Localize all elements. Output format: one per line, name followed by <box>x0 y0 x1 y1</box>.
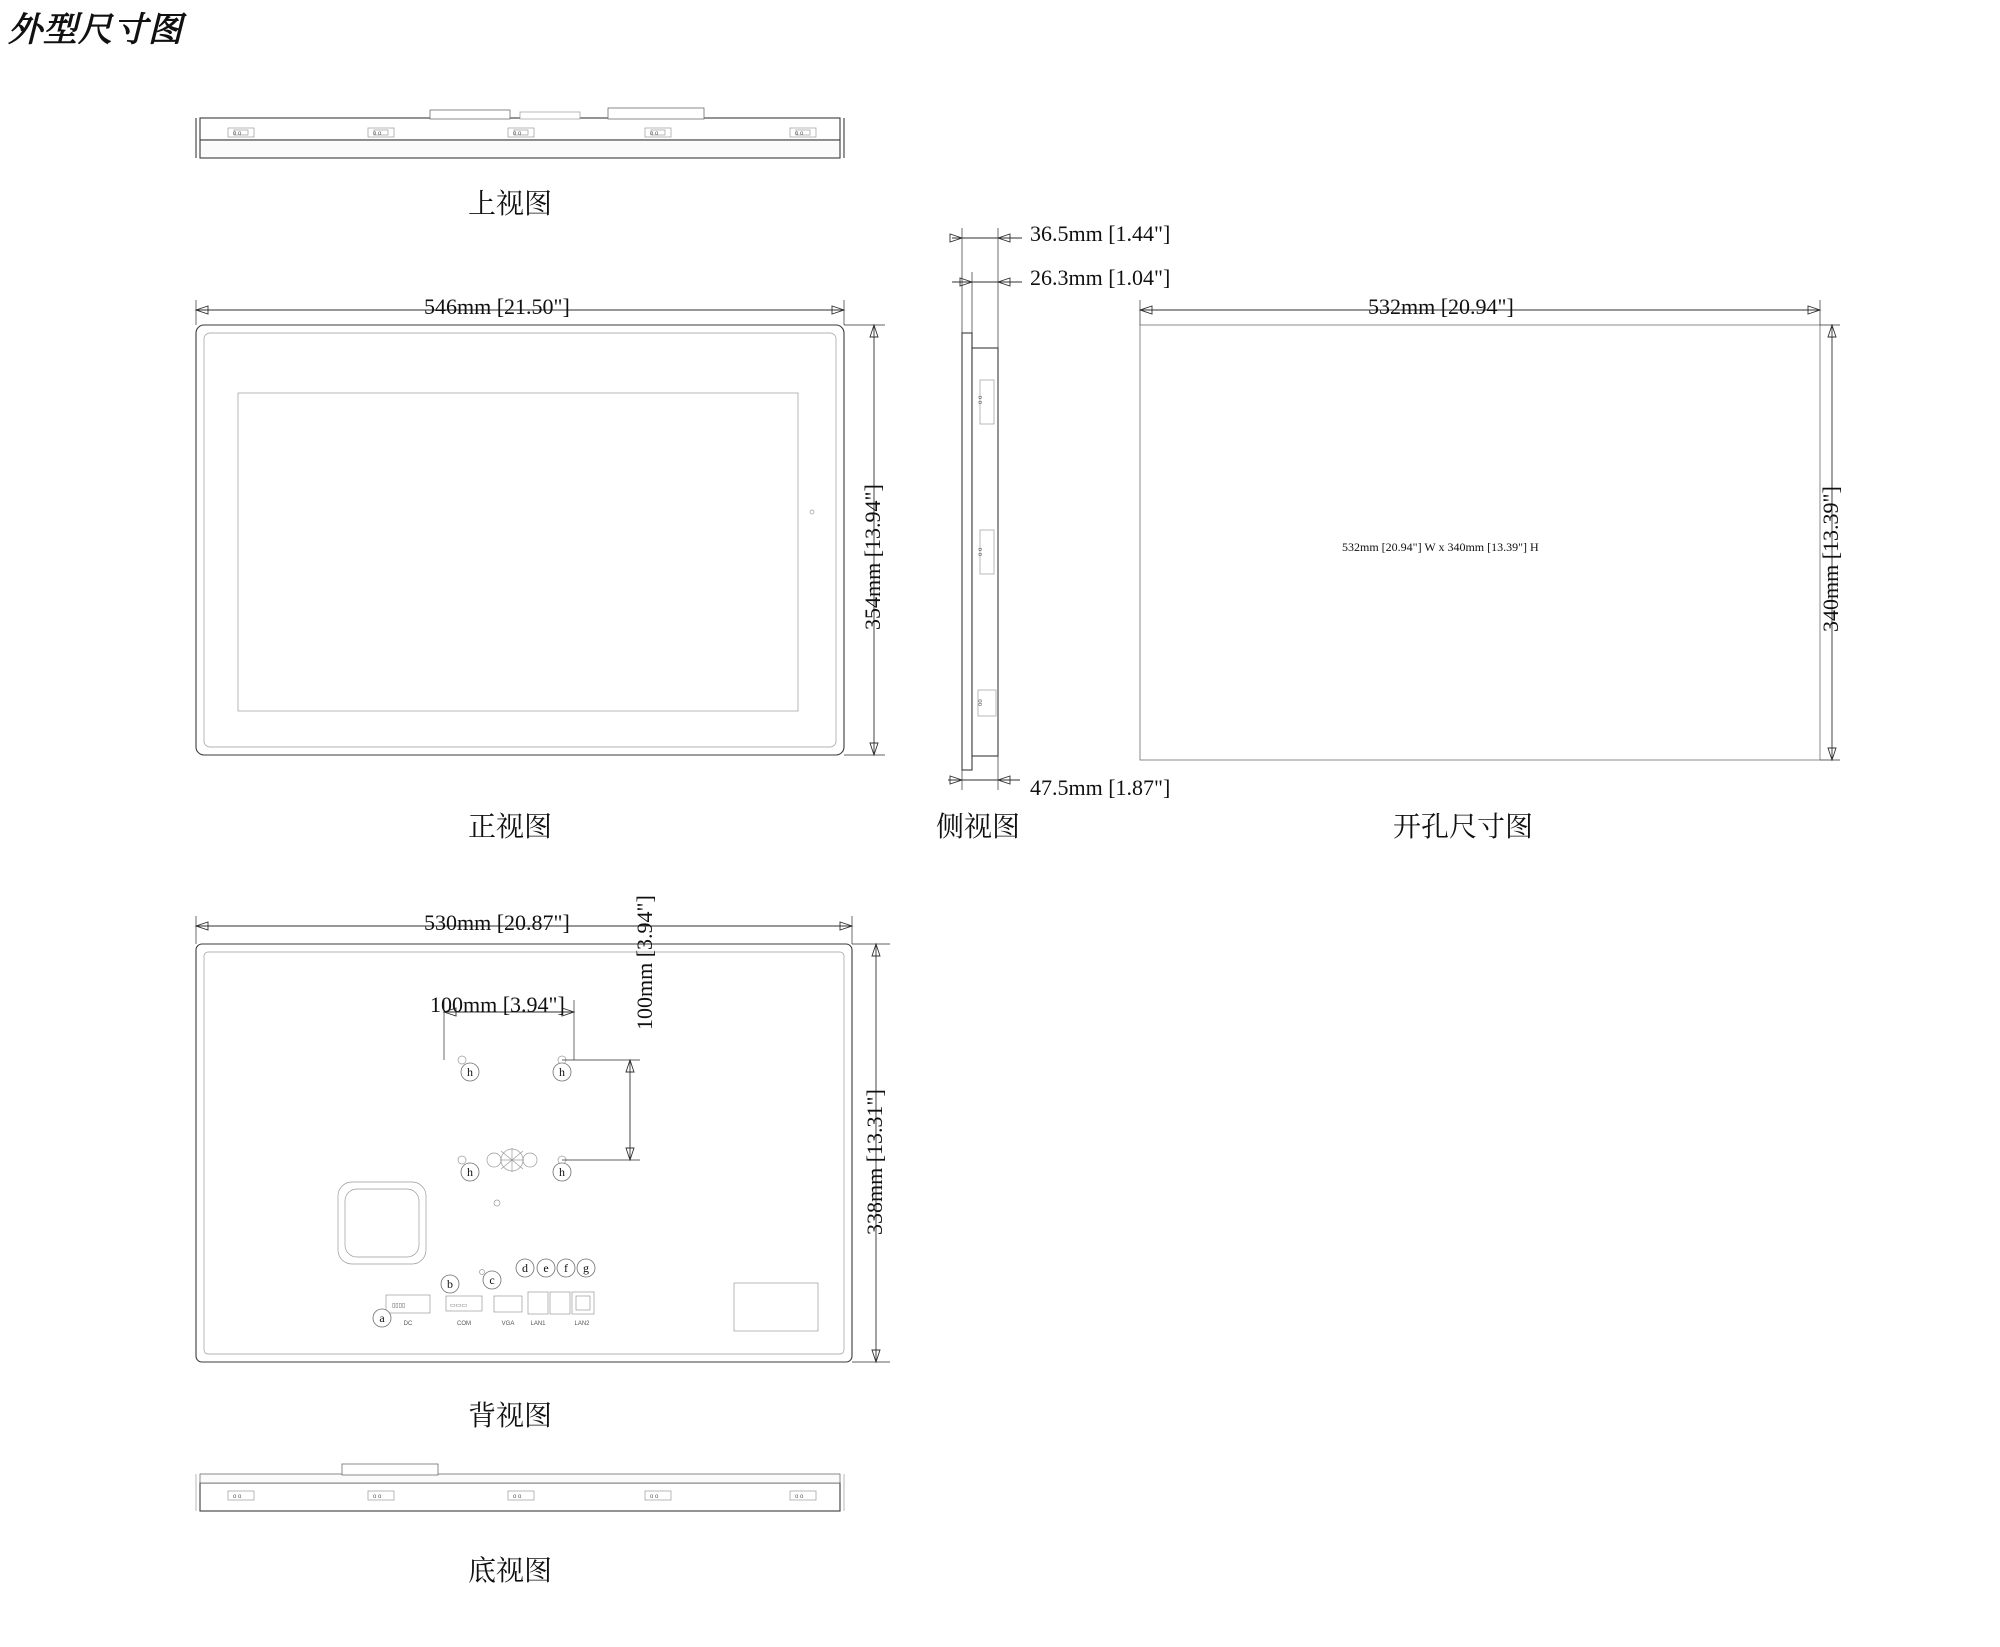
page-title: 外型尺寸图 <box>8 12 183 49</box>
svg-text:h: h <box>467 1065 473 1079</box>
dim-side-depth-bottom: 47.5mm [1.87"] <box>1030 775 1171 800</box>
svg-text:o o: o o <box>650 131 659 137</box>
dim-vesa-horizontal: 100mm [3.94"] <box>430 992 565 1017</box>
side-view-drawing <box>962 333 998 770</box>
dim-rear-width: 530mm [20.87"] <box>424 910 570 935</box>
svg-text:LAN2: LAN2 <box>574 1321 590 1327</box>
dim-vesa-vertical: 100mm [3.94"] <box>632 895 657 1030</box>
dim-front-width: 546mm [21.50"] <box>424 294 570 319</box>
svg-text:g: g <box>583 1261 589 1275</box>
svg-text:a: a <box>379 1311 385 1325</box>
side-depth-bottom-dimension <box>948 756 1020 790</box>
caption-bottom-view: 底视图 <box>468 1556 553 1587</box>
dim-front-height: 354mm [13.94"] <box>860 484 885 630</box>
svg-text:o o: o o <box>233 1494 242 1500</box>
dim-cutout-height: 340mm [13.39"] <box>1818 486 1843 632</box>
dim-rear-height: 338mm [13.31"] <box>862 1089 887 1235</box>
front-view-drawing <box>196 325 844 755</box>
svg-text:d: d <box>522 1261 528 1275</box>
svg-text:▯▯▯▯: ▯▯▯▯ <box>392 1303 406 1309</box>
svg-text:o o: o o <box>978 395 984 404</box>
svg-text:o o: o o <box>513 131 522 137</box>
svg-text:o o: o o <box>795 1494 804 1500</box>
svg-text:LAN1: LAN1 <box>530 1321 546 1327</box>
caption-cutout-view: 开孔尺寸图 <box>1393 812 1534 843</box>
svg-text:o o: o o <box>978 547 984 556</box>
svg-text:o o: o o <box>233 131 242 137</box>
svg-text:c: c <box>489 1273 495 1287</box>
svg-text:h: h <box>559 1165 565 1179</box>
dim-cutout-width: 532mm [20.94"] <box>1368 294 1514 319</box>
svg-text:h: h <box>559 1065 565 1079</box>
caption-top-view: 上视图 <box>468 189 553 220</box>
caption-front-view: 正视图 <box>468 812 553 843</box>
top-view-drawing <box>196 108 844 158</box>
cutout-note: 532mm [20.94"] W x 340mm [13.39"] H <box>1342 540 1539 554</box>
bottom-view-drawing <box>196 1464 844 1511</box>
svg-text:h: h <box>467 1165 473 1179</box>
svg-text:oo: oo <box>978 699 984 706</box>
svg-text:o o: o o <box>795 131 804 137</box>
caption-side-view: 侧视图 <box>936 812 1021 843</box>
svg-text:b: b <box>447 1277 453 1291</box>
caption-rear-view: 背视图 <box>468 1401 553 1432</box>
svg-text:▭▭▭: ▭▭▭ <box>450 1303 468 1309</box>
dim-side-depth-mid: 26.3mm [1.04"] <box>1030 265 1171 290</box>
svg-text:o o: o o <box>650 1494 659 1500</box>
svg-text:e: e <box>543 1261 549 1275</box>
side-depth-top-dimension <box>950 228 1022 348</box>
svg-text:o o: o o <box>373 1494 382 1500</box>
svg-text:COM: COM <box>457 1321 471 1327</box>
svg-text:o o: o o <box>373 131 382 137</box>
dim-side-depth-top: 36.5mm [1.44"] <box>1030 221 1171 246</box>
svg-text:DC: DC <box>403 1321 413 1327</box>
svg-text:o o: o o <box>513 1494 522 1500</box>
svg-text:VGA: VGA <box>501 1321 515 1327</box>
svg-text:f: f <box>564 1261 568 1275</box>
